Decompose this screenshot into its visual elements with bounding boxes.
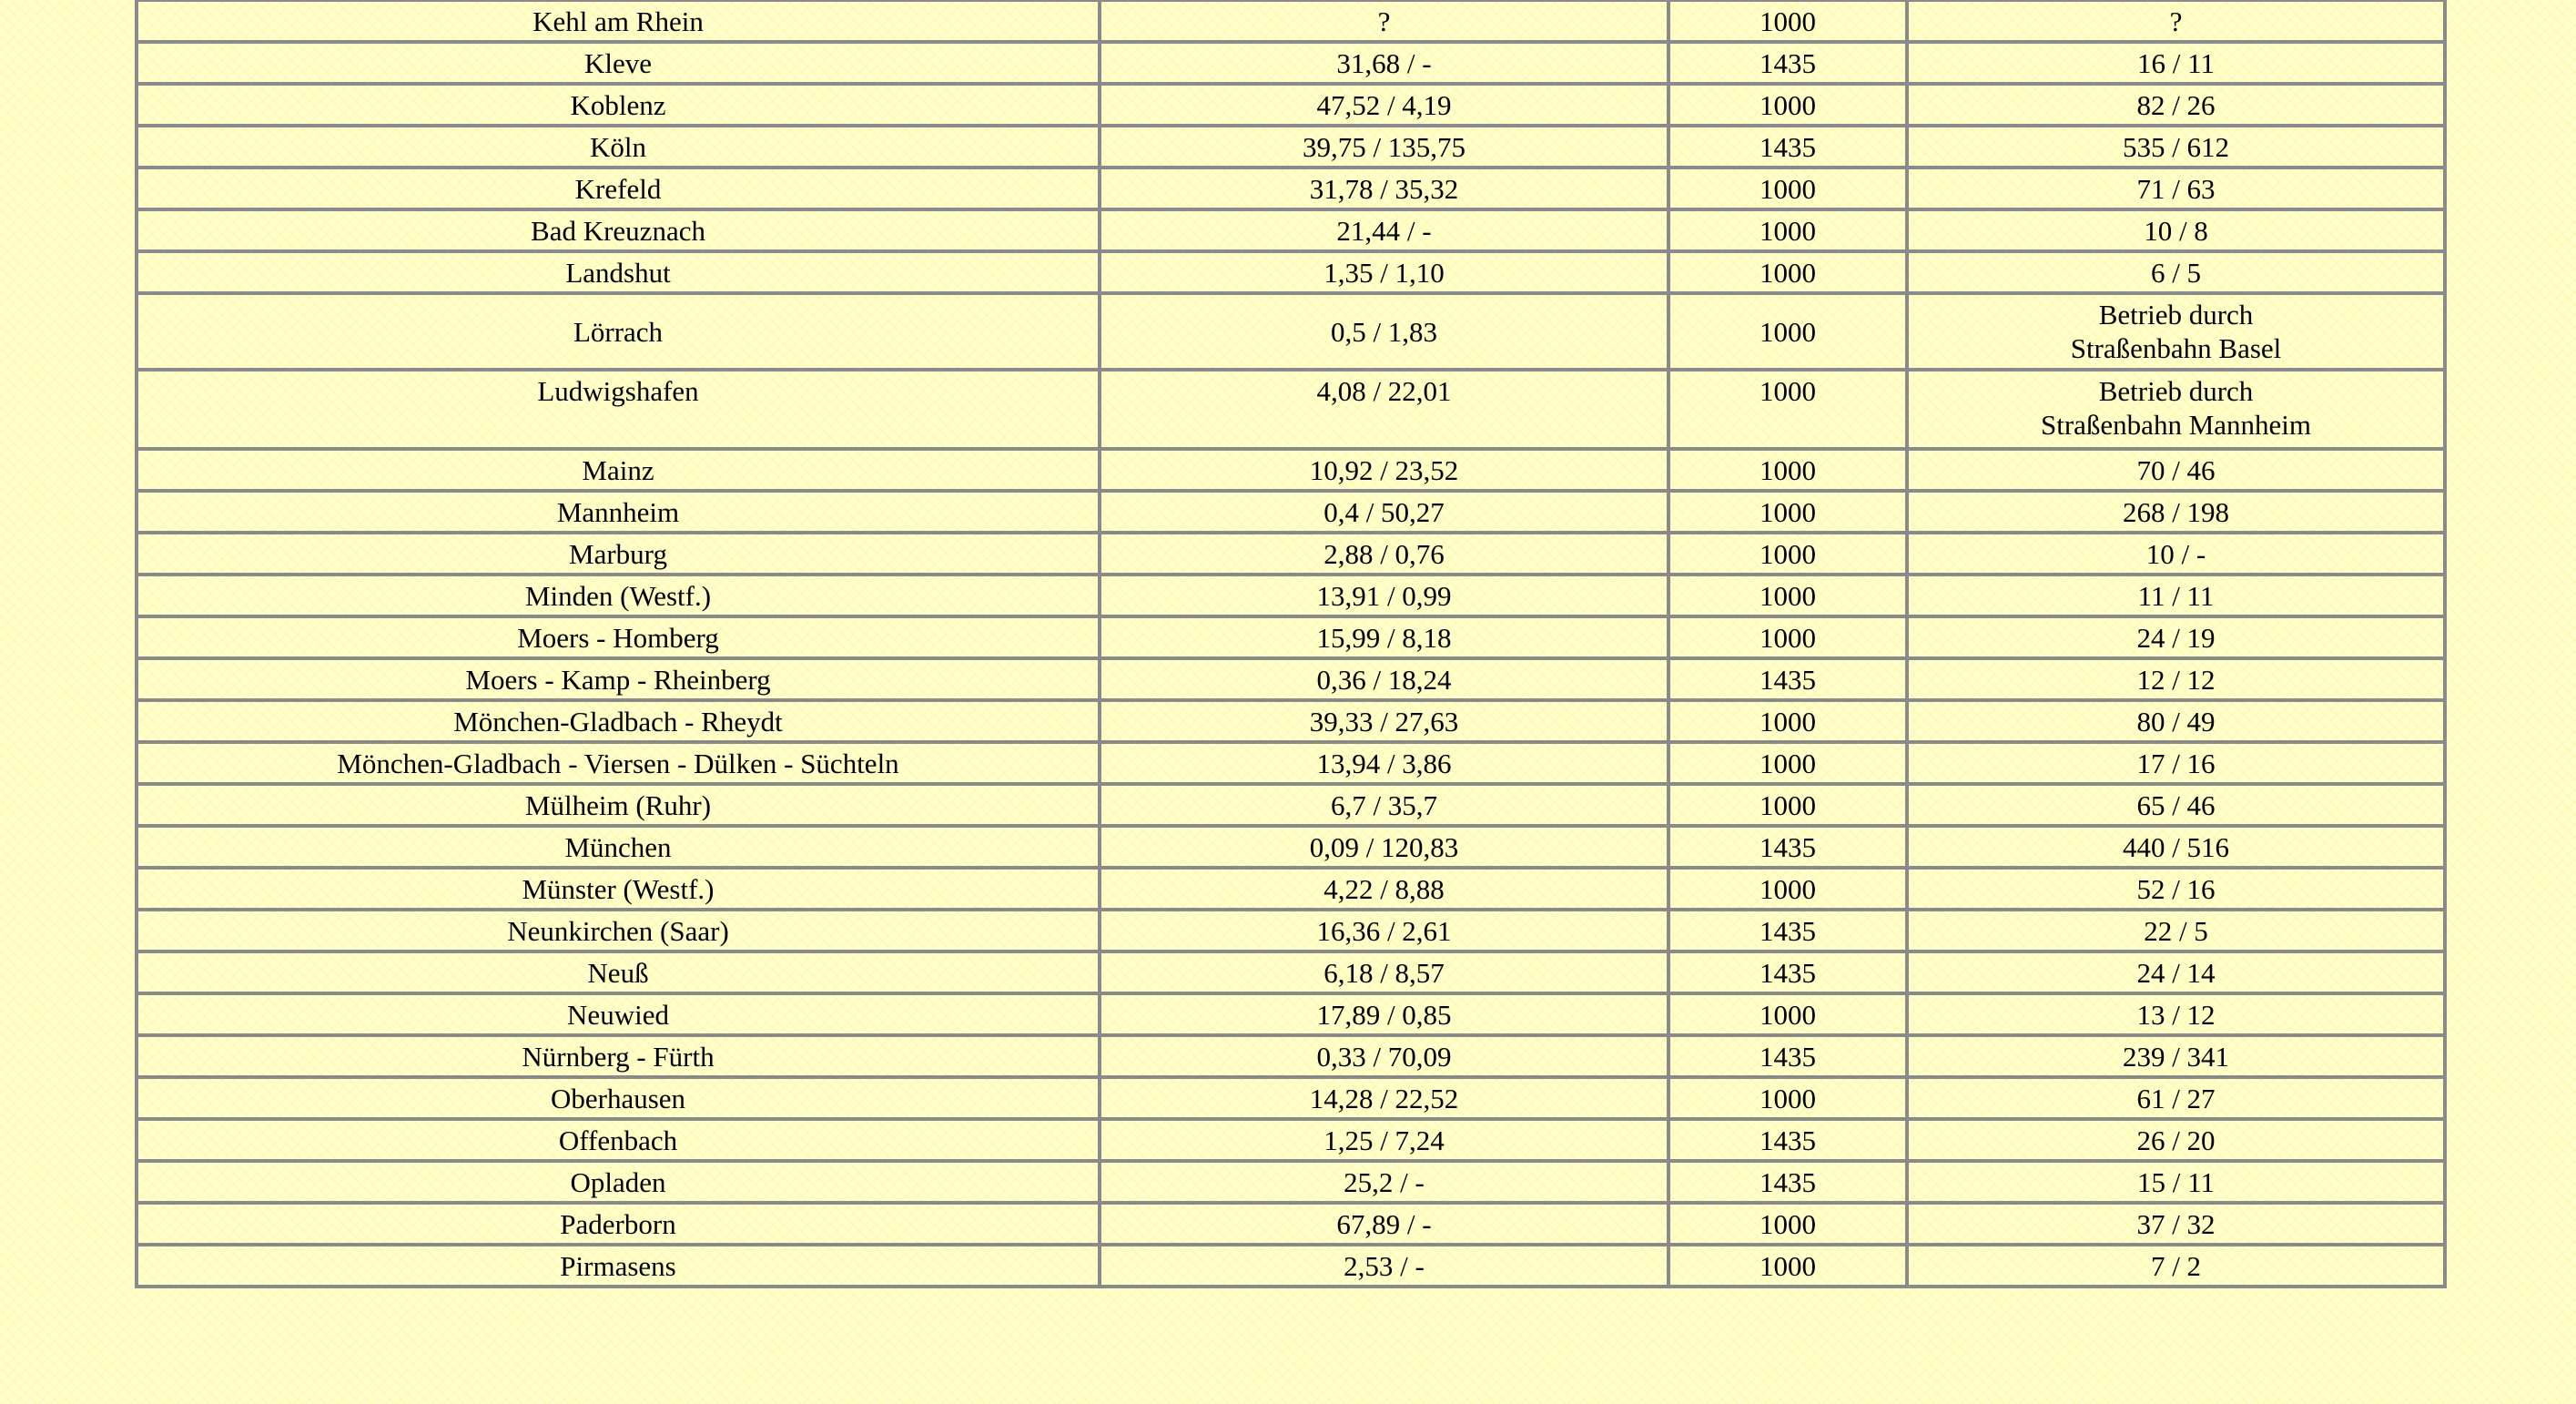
table-row — [137, 826, 2445, 868]
gauge-cell: 1000 — [1668, 784, 1907, 826]
gauge-cell: 1000 — [1668, 168, 1907, 209]
city-cell: Bad Kreuznach — [137, 209, 1100, 251]
gauge-cell: 1000 — [1668, 616, 1907, 658]
table-row — [137, 1035, 2445, 1077]
track-length-cell: 31,78 / 35,32 — [1100, 168, 1668, 209]
vehicles-cell: 15 / 11 — [1907, 1161, 2445, 1203]
city-cell: Mülheim (Ruhr) — [137, 784, 1100, 826]
track-length-cell: 2,88 / 0,76 — [1100, 533, 1668, 575]
track-length-cell: 0,33 / 70,09 — [1100, 1035, 1668, 1077]
gauge-cell: 1000 — [1668, 1245, 1907, 1287]
track-length-cell: 2,53 / - — [1100, 1245, 1668, 1287]
vehicles-cell: 239 / 341 — [1907, 1035, 2445, 1077]
city-cell: Ludwigshafen — [137, 370, 1100, 449]
vehicles-cell: 10 / - — [1907, 533, 2445, 575]
gauge-cell: 1000 — [1668, 449, 1907, 491]
table-row — [137, 491, 2445, 533]
table-row — [137, 1203, 2445, 1245]
gauge-cell: 1000 — [1668, 84, 1907, 126]
track-length-cell: 16,36 / 2,61 — [1100, 910, 1668, 951]
city-cell: Paderborn — [137, 1203, 1100, 1245]
vehicles-cell: 17 / 16 — [1907, 742, 2445, 784]
vehicles-cell: 16 / 11 — [1907, 42, 2445, 84]
city-cell: Opladen — [137, 1161, 1100, 1203]
vehicles-cell: 7 / 2 — [1907, 1245, 2445, 1287]
gauge-cell: 1435 — [1668, 826, 1907, 868]
city-cell: Kehl am Rhein — [137, 0, 1100, 42]
gauge-cell: 1000 — [1668, 1203, 1907, 1245]
table-row — [137, 0, 2445, 42]
city-cell: Oberhausen — [137, 1077, 1100, 1119]
table-row — [137, 126, 2445, 168]
table-row — [137, 575, 2445, 616]
vehicles-cell: 52 / 16 — [1907, 868, 2445, 910]
table-row — [137, 533, 2445, 575]
vehicles-cell: 11 / 11 — [1907, 575, 2445, 616]
table-row — [137, 910, 2445, 951]
vehicles-cell: 26 / 20 — [1907, 1119, 2445, 1161]
table-row — [137, 742, 2445, 784]
gauge-cell: 1000 — [1668, 293, 1907, 370]
gauge-cell: 1000 — [1668, 491, 1907, 533]
gauge-cell: 1435 — [1668, 1119, 1907, 1161]
table-row — [137, 1077, 2445, 1119]
track-length-cell: 4,08 / 22,01 — [1100, 370, 1668, 449]
track-length-cell: 25,2 / - — [1100, 1161, 1668, 1203]
table-row — [137, 658, 2445, 700]
city-cell: Lörrach — [137, 293, 1100, 370]
vehicles-cell — [1907, 370, 2445, 449]
gauge-cell: 1000 — [1668, 1077, 1907, 1119]
vehicles-note-line: Straßenbahn Mannheim — [2040, 409, 2311, 441]
table-row — [137, 700, 2445, 742]
table-row — [137, 868, 2445, 910]
vehicles-cell: 24 / 14 — [1907, 951, 2445, 993]
table-row — [137, 951, 2445, 993]
table-row — [137, 209, 2445, 251]
table-row — [137, 1245, 2445, 1287]
vehicles-cell: 61 / 27 — [1907, 1077, 2445, 1119]
table-row — [137, 251, 2445, 293]
vehicles-note-line: Betrieb durch — [2098, 299, 2254, 331]
city-cell: Kleve — [137, 42, 1100, 84]
track-length-cell: 1,25 / 7,24 — [1100, 1119, 1668, 1161]
vehicles-note-line: Betrieb durch — [2098, 375, 2254, 407]
city-cell: Offenbach — [137, 1119, 1100, 1161]
vehicles-cell: 12 / 12 — [1907, 658, 2445, 700]
vehicles-cell — [1907, 293, 2445, 370]
table-row — [137, 370, 2445, 449]
track-length-cell: 13,91 / 0,99 — [1100, 575, 1668, 616]
vehicles-cell: 440 / 516 — [1907, 826, 2445, 868]
track-length-cell: 39,33 / 27,63 — [1100, 700, 1668, 742]
track-length-cell: 0,09 / 120,83 — [1100, 826, 1668, 868]
track-length-cell: 0,5 / 1,83 — [1100, 293, 1668, 370]
table-row — [137, 1119, 2445, 1161]
gauge-cell: 1435 — [1668, 1035, 1907, 1077]
city-cell: Koblenz — [137, 84, 1100, 126]
vehicles-cell: 65 / 46 — [1907, 784, 2445, 826]
track-length-cell: 67,89 / - — [1100, 1203, 1668, 1245]
gauge-cell: 1435 — [1668, 658, 1907, 700]
track-length-cell: 21,44 / - — [1100, 209, 1668, 251]
track-length-cell: 6,18 / 8,57 — [1100, 951, 1668, 993]
city-cell: Mönchen-Gladbach - Viersen - Dülken - Süchteln — [137, 742, 1100, 784]
city-cell: Mainz — [137, 449, 1100, 491]
track-length-cell: 47,52 / 4,19 — [1100, 84, 1668, 126]
vehicles-cell: 80 / 49 — [1907, 700, 2445, 742]
table-row — [137, 993, 2445, 1035]
vehicles-cell: 10 / 8 — [1907, 209, 2445, 251]
gauge-cell: 1000 — [1668, 209, 1907, 251]
track-length-cell: 31,68 / - — [1100, 42, 1668, 84]
vehicles-note-line: Straßenbahn Basel — [2070, 332, 2282, 364]
track-length-cell: 14,28 / 22,52 — [1100, 1077, 1668, 1119]
city-cell: Nürnberg - Fürth — [137, 1035, 1100, 1077]
vehicles-cell: 37 / 32 — [1907, 1203, 2445, 1245]
vehicles-cell: 82 / 26 — [1907, 84, 2445, 126]
track-length-cell: 17,89 / 0,85 — [1100, 993, 1668, 1035]
track-length-cell: 39,75 / 135,75 — [1100, 126, 1668, 168]
gauge-cell: 1435 — [1668, 42, 1907, 84]
gauge-cell: 1000 — [1668, 700, 1907, 742]
city-cell: Marburg — [137, 533, 1100, 575]
city-cell: Neuß — [137, 951, 1100, 993]
gauge-cell: 1435 — [1668, 1161, 1907, 1203]
track-length-cell: 0,36 / 18,24 — [1100, 658, 1668, 700]
table-row — [137, 168, 2445, 209]
gauge-cell: 1435 — [1668, 910, 1907, 951]
track-length-cell: ? — [1100, 0, 1668, 42]
gauge-cell: 1000 — [1668, 370, 1907, 449]
city-cell: Landshut — [137, 251, 1100, 293]
city-cell: Minden (Westf.) — [137, 575, 1100, 616]
vehicles-cell: 535 / 612 — [1907, 126, 2445, 168]
gauge-cell: 1000 — [1668, 742, 1907, 784]
table-row — [137, 784, 2445, 826]
gauge-cell: 1435 — [1668, 951, 1907, 993]
city-cell: Moers - Kamp - Rheinberg — [137, 658, 1100, 700]
city-cell: Mönchen-Gladbach - Rheydt — [137, 700, 1100, 742]
vehicles-cell: 24 / 19 — [1907, 616, 2445, 658]
city-cell: Neunkirchen (Saar) — [137, 910, 1100, 951]
city-cell: Neuwied — [137, 993, 1100, 1035]
track-length-cell: 15,99 / 8,18 — [1100, 616, 1668, 658]
track-length-cell: 0,4 / 50,27 — [1100, 491, 1668, 533]
vehicles-cell: 71 / 63 — [1907, 168, 2445, 209]
table-row — [137, 42, 2445, 84]
table-row — [137, 84, 2445, 126]
table-row — [137, 293, 2445, 370]
vehicles-cell: 70 / 46 — [1907, 449, 2445, 491]
tram-data-table — [135, 0, 2447, 1288]
table-row — [137, 449, 2445, 491]
city-cell: Köln — [137, 126, 1100, 168]
track-length-cell: 1,35 / 1,10 — [1100, 251, 1668, 293]
vehicles-cell: 22 / 5 — [1907, 910, 2445, 951]
track-length-cell: 13,94 / 3,86 — [1100, 742, 1668, 784]
gauge-cell: 1000 — [1668, 533, 1907, 575]
gauge-cell: 1435 — [1668, 126, 1907, 168]
table-row — [137, 616, 2445, 658]
vehicles-cell: 6 / 5 — [1907, 251, 2445, 293]
vehicles-cell: ? — [1907, 0, 2445, 42]
gauge-cell: 1000 — [1668, 575, 1907, 616]
city-cell: Krefeld — [137, 168, 1100, 209]
city-cell: Pirmasens — [137, 1245, 1100, 1287]
city-cell: Moers - Homberg — [137, 616, 1100, 658]
vehicles-cell: 13 / 12 — [1907, 993, 2445, 1035]
vehicles-cell: 268 / 198 — [1907, 491, 2445, 533]
gauge-cell: 1000 — [1668, 868, 1907, 910]
track-length-cell: 4,22 / 8,88 — [1100, 868, 1668, 910]
city-cell: München — [137, 826, 1100, 868]
gauge-cell: 1000 — [1668, 993, 1907, 1035]
city-cell: Mannheim — [137, 491, 1100, 533]
table-row — [137, 1161, 2445, 1203]
gauge-cell: 1000 — [1668, 0, 1907, 42]
city-cell: Münster (Westf.) — [137, 868, 1100, 910]
gauge-cell: 1000 — [1668, 251, 1907, 293]
track-length-cell: 6,7 / 35,7 — [1100, 784, 1668, 826]
track-length-cell: 10,92 / 23,52 — [1100, 449, 1668, 491]
